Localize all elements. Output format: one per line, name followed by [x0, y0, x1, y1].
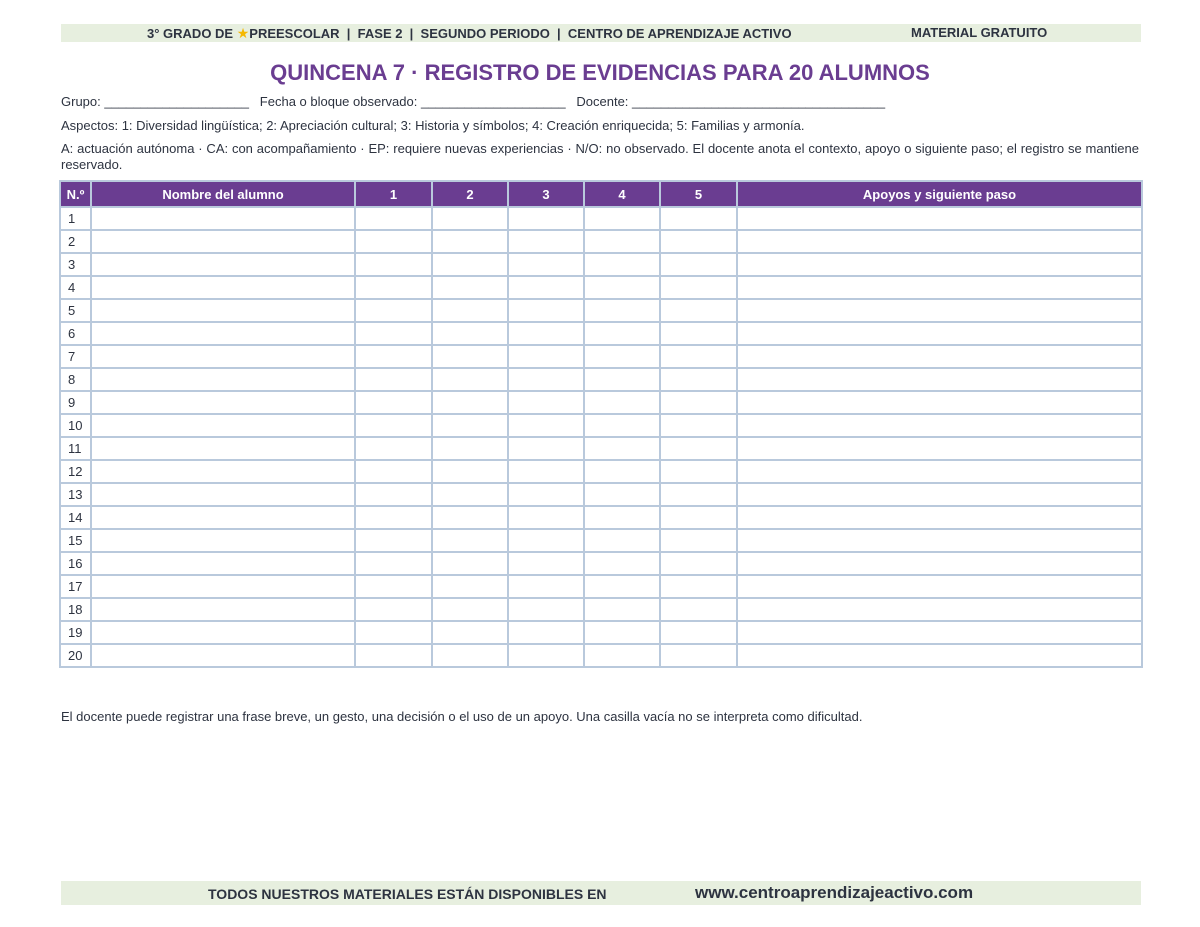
row-number: 5	[60, 299, 91, 322]
page-title: QUINCENA 7 · REGISTRO DE EVIDENCIAS PARA 20 ALUMNOS	[270, 60, 930, 85]
entry-cell[interactable]	[432, 207, 508, 230]
entry-cell[interactable]	[584, 598, 660, 621]
entry-cell[interactable]	[660, 322, 737, 345]
entry-cell[interactable]	[508, 414, 584, 437]
table-row	[60, 391, 1142, 414]
entry-cell[interactable]	[91, 644, 355, 667]
entry-cell[interactable]	[584, 552, 660, 575]
entry-cell[interactable]	[660, 644, 737, 667]
entry-cell[interactable]	[584, 460, 660, 483]
entry-cell[interactable]	[660, 276, 737, 299]
footer-band	[61, 881, 1141, 905]
entry-cell[interactable]	[432, 345, 508, 368]
entry-cell[interactable]	[660, 368, 737, 391]
entry-cell[interactable]	[91, 437, 355, 460]
entry-cell[interactable]	[660, 345, 737, 368]
table-row	[60, 299, 1142, 322]
entry-cell[interactable]	[91, 621, 355, 644]
entry-cell[interactable]	[584, 529, 660, 552]
entry-cell[interactable]	[432, 253, 508, 276]
entry-cell[interactable]	[737, 322, 1142, 345]
entry-cell[interactable]	[91, 368, 355, 391]
header-band	[61, 24, 1141, 42]
evidence-table	[59, 180, 1143, 668]
row-number: 14	[60, 506, 91, 529]
entry-cell[interactable]	[584, 253, 660, 276]
entry-cell[interactable]	[508, 322, 584, 345]
row-number: 13	[60, 483, 91, 506]
table-row	[60, 322, 1142, 345]
entry-cell[interactable]	[91, 322, 355, 345]
entry-cell[interactable]	[660, 391, 737, 414]
entry-cell[interactable]	[355, 253, 432, 276]
entry-cell[interactable]	[737, 230, 1142, 253]
entry-cell[interactable]	[432, 621, 508, 644]
entry-cell[interactable]	[584, 644, 660, 667]
entry-cell[interactable]	[355, 345, 432, 368]
entry-cell[interactable]	[508, 391, 584, 414]
entry-cell[interactable]	[432, 483, 508, 506]
entry-cell[interactable]	[432, 276, 508, 299]
legend-line: A: actuación autónoma · CA: con acompañamiento · EP: requiere nuevas experiencias · N/O: no observado. El docente anota el contexto, apoyo o siguiente paso; el registro se mantiene reservado.	[61, 141, 1139, 172]
entry-cell[interactable]	[355, 598, 432, 621]
table-row	[60, 368, 1142, 391]
entry-cell[interactable]	[584, 437, 660, 460]
entry-cell[interactable]	[737, 621, 1142, 644]
entry-cell[interactable]	[660, 529, 737, 552]
entry-cell[interactable]	[432, 391, 508, 414]
entry-cell[interactable]	[584, 483, 660, 506]
row-number: 16	[60, 552, 91, 575]
entry-cell[interactable]	[737, 644, 1142, 667]
entry-cell[interactable]	[91, 483, 355, 506]
entry-cell[interactable]	[737, 529, 1142, 552]
entry-cell[interactable]	[508, 552, 584, 575]
entry-cell[interactable]	[737, 483, 1142, 506]
entry-cell[interactable]	[508, 598, 584, 621]
column-header: N.º	[60, 181, 91, 207]
header-band-left: 3° GRADO DE ★PREESCOLAR | FASE 2 | SEGUNDO PERIODO | CENTRO DE APRENDIZAJE ACTIVO	[147, 25, 792, 41]
row-number: 9	[60, 391, 91, 414]
entry-cell[interactable]	[91, 506, 355, 529]
entry-cell[interactable]	[508, 345, 584, 368]
table-row	[60, 253, 1142, 276]
entry-cell[interactable]	[737, 368, 1142, 391]
entry-cell[interactable]	[584, 391, 660, 414]
column-header: 4	[584, 181, 660, 207]
entry-cell[interactable]	[432, 552, 508, 575]
entry-cell[interactable]	[91, 276, 355, 299]
entry-cell[interactable]	[432, 460, 508, 483]
row-number: 6	[60, 322, 91, 345]
entry-cell[interactable]	[355, 506, 432, 529]
entry-cell[interactable]	[432, 299, 508, 322]
entry-cell[interactable]	[584, 506, 660, 529]
entry-cell[interactable]	[355, 276, 432, 299]
entry-cell[interactable]	[660, 253, 737, 276]
entry-cell[interactable]	[508, 460, 584, 483]
entry-cell[interactable]	[660, 483, 737, 506]
star-icon: ★	[236, 25, 250, 41]
table-row	[60, 230, 1142, 253]
entry-cell[interactable]	[355, 483, 432, 506]
entry-cell[interactable]	[91, 529, 355, 552]
row-number: 12	[60, 460, 91, 483]
entry-cell[interactable]	[660, 506, 737, 529]
row-number: 15	[60, 529, 91, 552]
entry-cell[interactable]	[355, 621, 432, 644]
entry-cell[interactable]	[584, 368, 660, 391]
entry-cell[interactable]	[584, 299, 660, 322]
row-number: 3	[60, 253, 91, 276]
entry-cell[interactable]	[737, 299, 1142, 322]
entry-cell[interactable]	[355, 644, 432, 667]
row-number: 17	[60, 575, 91, 598]
column-header: Apoyos y siguiente paso	[737, 181, 1142, 207]
entry-cell[interactable]	[737, 253, 1142, 276]
entry-cell[interactable]	[508, 644, 584, 667]
entry-cell[interactable]	[91, 575, 355, 598]
row-number: 7	[60, 345, 91, 368]
table-row	[60, 483, 1142, 506]
column-header: 3	[508, 181, 584, 207]
entry-cell[interactable]	[660, 299, 737, 322]
entry-cell[interactable]	[91, 345, 355, 368]
entry-cell[interactable]	[91, 253, 355, 276]
entry-cell[interactable]	[91, 230, 355, 253]
entry-cell[interactable]	[432, 414, 508, 437]
entry-cell[interactable]	[508, 483, 584, 506]
entry-cell[interactable]	[660, 437, 737, 460]
entry-cell[interactable]	[660, 414, 737, 437]
entry-cell[interactable]	[91, 414, 355, 437]
entry-cell[interactable]	[432, 598, 508, 621]
entry-cell[interactable]	[432, 230, 508, 253]
entry-cell[interactable]	[91, 207, 355, 230]
entry-cell[interactable]	[91, 299, 355, 322]
entry-cell[interactable]	[355, 368, 432, 391]
entry-cell[interactable]	[508, 230, 584, 253]
entry-cell[interactable]	[355, 299, 432, 322]
entry-cell[interactable]	[91, 460, 355, 483]
entry-cell[interactable]	[508, 207, 584, 230]
table-row	[60, 621, 1142, 644]
entry-cell[interactable]	[584, 575, 660, 598]
entry-cell[interactable]	[737, 345, 1142, 368]
entry-cell[interactable]	[584, 230, 660, 253]
column-header: 5	[660, 181, 737, 207]
entry-cell[interactable]	[508, 575, 584, 598]
table-row	[60, 598, 1142, 621]
entry-cell[interactable]	[508, 529, 584, 552]
column-header: 2	[432, 181, 508, 207]
column-header: 1	[355, 181, 432, 207]
entry-cell[interactable]	[508, 621, 584, 644]
entry-cell[interactable]	[508, 253, 584, 276]
table-row	[60, 437, 1142, 460]
row-number: 20	[60, 644, 91, 667]
entry-cell[interactable]	[355, 391, 432, 414]
entry-cell[interactable]	[660, 552, 737, 575]
header-band-right: MATERIAL GRATUITO	[911, 25, 1048, 40]
entry-cell[interactable]	[584, 345, 660, 368]
entry-cell[interactable]	[737, 598, 1142, 621]
website-link[interactable]: www.centroaprendizajeactivo.com	[695, 883, 974, 902]
entry-cell[interactable]	[355, 230, 432, 253]
row-number: 19	[60, 621, 91, 644]
table-row	[60, 506, 1142, 529]
entry-cell[interactable]	[508, 368, 584, 391]
entry-cell[interactable]	[432, 368, 508, 391]
entry-cell[interactable]	[584, 276, 660, 299]
entry-cell[interactable]	[355, 575, 432, 598]
aspects-line: Aspectos: 1: Diversidad lingüística; 2: Apreciación cultural; 3: Historia y símbolos; 4: Creación enriquecida; 5: Familias y armonía.	[61, 118, 805, 133]
entry-cell[interactable]	[660, 207, 737, 230]
entry-cell[interactable]	[355, 322, 432, 345]
entry-cell[interactable]	[660, 575, 737, 598]
footer-text: TODOS NUESTROS MATERIALES ESTÁN DISPONIBLES EN	[208, 886, 607, 902]
table-row	[60, 529, 1142, 552]
entry-cell[interactable]	[432, 644, 508, 667]
entry-cell[interactable]	[660, 230, 737, 253]
entry-cell[interactable]	[737, 207, 1142, 230]
entry-cell[interactable]	[508, 299, 584, 322]
table-row	[60, 552, 1142, 575]
entry-cell[interactable]	[737, 276, 1142, 299]
entry-cell[interactable]	[737, 506, 1142, 529]
table-row	[60, 414, 1142, 437]
table-row	[60, 345, 1142, 368]
entry-cell[interactable]	[660, 460, 737, 483]
entry-cell[interactable]	[432, 437, 508, 460]
entry-cell[interactable]	[432, 506, 508, 529]
entry-cell[interactable]	[508, 506, 584, 529]
row-number: 10	[60, 414, 91, 437]
entry-cell[interactable]	[737, 552, 1142, 575]
entry-cell[interactable]	[91, 552, 355, 575]
entry-cell[interactable]	[584, 414, 660, 437]
entry-cell[interactable]	[737, 575, 1142, 598]
table-row	[60, 460, 1142, 483]
entry-cell[interactable]	[355, 207, 432, 230]
entry-cell[interactable]	[355, 529, 432, 552]
footnote: El docente puede registrar una frase breve, un gesto, una decisión o el uso de un apoyo. Una casilla vacía no se interpreta como dificultad.	[61, 709, 863, 724]
entry-cell[interactable]	[508, 437, 584, 460]
entry-cell[interactable]	[508, 276, 584, 299]
entry-cell[interactable]	[355, 460, 432, 483]
entry-cell[interactable]	[660, 621, 737, 644]
table-row	[60, 276, 1142, 299]
row-number: 1	[60, 207, 91, 230]
entry-cell[interactable]	[355, 437, 432, 460]
entry-cell[interactable]	[432, 529, 508, 552]
row-number: 11	[60, 437, 91, 460]
entry-cell[interactable]	[91, 598, 355, 621]
entry-cell[interactable]	[584, 322, 660, 345]
entry-cell[interactable]	[432, 322, 508, 345]
row-number: 4	[60, 276, 91, 299]
row-number: 18	[60, 598, 91, 621]
table-row	[60, 575, 1142, 598]
row-number: 8	[60, 368, 91, 391]
entry-cell[interactable]	[91, 391, 355, 414]
column-header: Nombre del alumno	[91, 181, 355, 207]
fields-line: Grupo: ____________________ Fecha o bloque observado: ____________________ Docente: ___________________________________	[61, 94, 886, 109]
entry-cell[interactable]	[737, 460, 1142, 483]
entry-cell[interactable]	[584, 621, 660, 644]
table-row	[60, 644, 1142, 667]
entry-cell[interactable]	[355, 552, 432, 575]
entry-cell[interactable]	[737, 437, 1142, 460]
entry-cell[interactable]	[737, 391, 1142, 414]
entry-cell[interactable]	[432, 575, 508, 598]
row-number: 2	[60, 230, 91, 253]
entry-cell[interactable]	[584, 207, 660, 230]
table-header-row	[60, 181, 1142, 207]
entry-cell[interactable]	[660, 598, 737, 621]
entry-cell[interactable]	[355, 414, 432, 437]
table-row	[60, 207, 1142, 230]
entry-cell[interactable]	[737, 414, 1142, 437]
